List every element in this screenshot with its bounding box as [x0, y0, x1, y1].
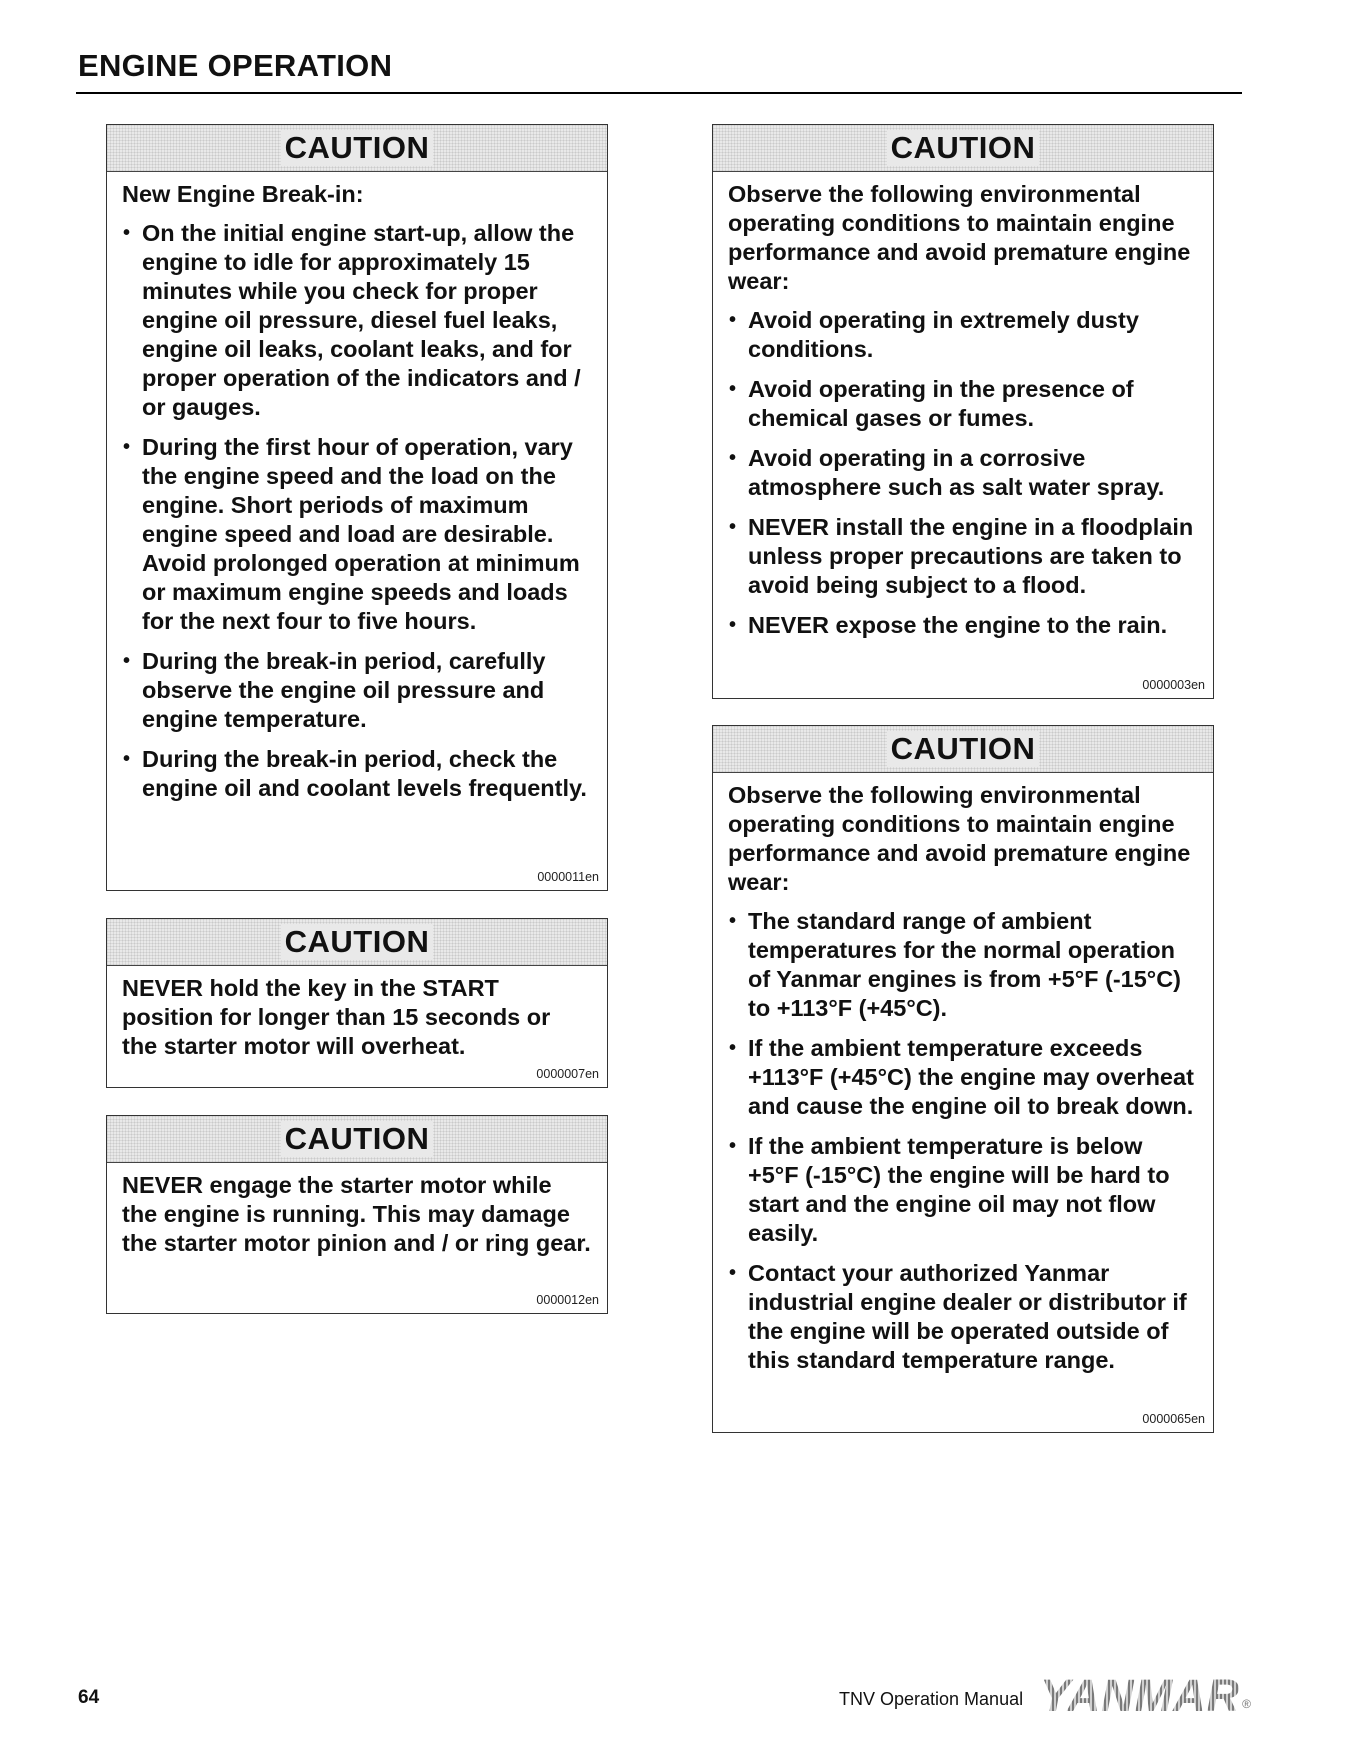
header-rule — [76, 92, 1242, 94]
caution-bullet: • If the ambient temperature exceeds +113°F (+45°C) the engine may overheat and cause the engine oil to break down. — [728, 1034, 1197, 1121]
caution-code: 0000065en — [1142, 1412, 1205, 1426]
caution-bullet: • During the break-in period, check the engine oil and coolant levels frequently. — [122, 745, 591, 803]
caution-title: CAUTION — [887, 130, 1040, 166]
caution-intro: NEVER engage the starter motor while the engine is running. This may damage the starter motor pinion and / or ring gear. — [122, 1172, 591, 1256]
caution-bullet: • NEVER install the engine in a floodplain unless proper precautions are taken to avoid being subject to a flood. — [728, 513, 1197, 600]
caution-body — [107, 172, 607, 803]
caution-header — [713, 726, 1213, 773]
caution-bullet: • During the first hour of operation, vary the engine speed and the load on the engine. Short periods of maximum engine speed and load are desirable. Avoid prolonged operation at minimum or maximum engine speeds and loads for the next four to five hours. — [122, 433, 591, 636]
caution-box-start-key — [106, 918, 608, 1088]
caution-body — [107, 1163, 607, 1258]
caution-body — [107, 966, 607, 1061]
caution-intro: Observe the following environmental operating conditions to maintain engine performance and avoid premature engine wear: — [728, 782, 1191, 895]
caution-bullet-list — [728, 907, 1197, 1375]
caution-code: 0000003en — [1142, 678, 1205, 692]
registered-mark: ® — [1242, 1697, 1251, 1711]
caution-header — [107, 919, 607, 966]
caution-bullet: • On the initial engine start-up, allow the engine to idle for approximately 15 minutes while you check for proper engine oil pressure, diesel fuel leaks, engine oil leaks, coolant leaks, and for proper operation of the indicators and / or gauges. — [122, 219, 591, 422]
caution-bullet: • NEVER expose the engine to the rain. — [728, 611, 1197, 640]
caution-title: CAUTION — [281, 130, 434, 166]
caution-body — [713, 773, 1213, 1375]
caution-title: CAUTION — [887, 731, 1040, 767]
caution-bullet: • Avoid operating in the presence of chemical gases or fumes. — [728, 375, 1197, 433]
caution-code: 0000012en — [536, 1293, 599, 1307]
caution-header — [107, 125, 607, 172]
caution-intro: Observe the following environmental operating conditions to maintain engine performance and avoid premature engine wear: — [728, 181, 1191, 294]
manual-title: TNV Operation Manual — [839, 1689, 1024, 1709]
caution-title: CAUTION — [281, 1121, 434, 1157]
caution-bullet: • During the break-in period, carefully observe the engine oil pressure and engine temperature. — [122, 647, 591, 734]
caution-bullet: • If the ambient temperature is below +5°F (-15°C) the engine will be hard to start and the engine oil may not flow easily. — [728, 1132, 1197, 1248]
caution-header — [107, 1116, 607, 1163]
caution-intro: New Engine Break-in: — [122, 181, 364, 207]
page-number: 64 — [78, 1687, 100, 1708]
caution-body — [713, 172, 1213, 640]
section-title: ENGINE OPERATION — [78, 48, 393, 83]
caution-bullet: • Avoid operating in a corrosive atmosphere such as salt water spray. — [728, 444, 1197, 502]
caution-bullet-list — [728, 306, 1197, 640]
caution-bullet: • Avoid operating in extremely dusty conditions. — [728, 306, 1197, 364]
caution-box-starter-motor — [106, 1115, 608, 1314]
caution-title: CAUTION — [281, 924, 434, 960]
logo-text: YANMAR — [1040, 1670, 1241, 1721]
caution-code: 0000007en — [536, 1067, 599, 1081]
caution-code: 0000011en — [537, 870, 599, 884]
caution-bullet-list — [122, 219, 591, 803]
yanmar-logo — [1040, 1670, 1251, 1721]
caution-header — [713, 125, 1213, 172]
caution-box-break-in — [106, 124, 608, 891]
caution-box-environment — [712, 124, 1214, 699]
caution-box-temperature — [712, 725, 1214, 1433]
caution-bullet: • Contact your authorized Yanmar industrial engine dealer or distributor if the engine will be operated outside of this standard temperature range. — [728, 1259, 1197, 1375]
caution-bullet: • The standard range of ambient temperatures for the normal operation of Yanmar engines is from +5°F (-15°C) to +113°F (+45°C). — [728, 907, 1197, 1023]
caution-intro: NEVER hold the key in the START position for longer than 15 seconds or the starter motor will overheat. — [122, 975, 551, 1059]
